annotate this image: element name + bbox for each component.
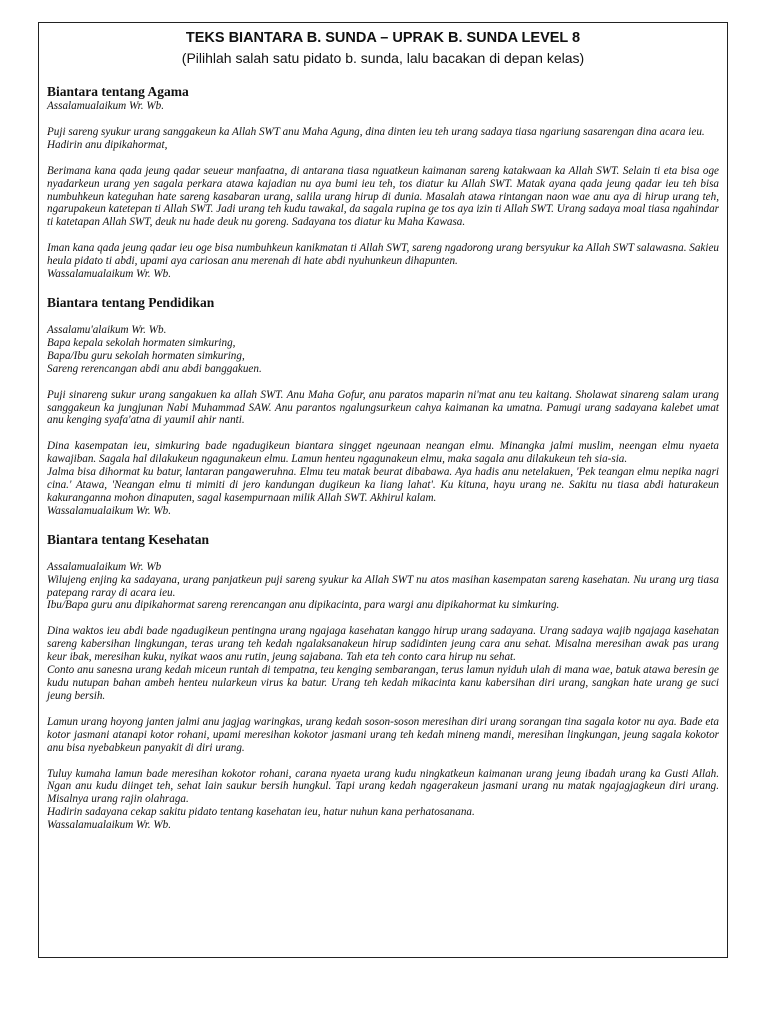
paragraph: Sareng rerencangan abdi anu abdi banggakuen. <box>47 362 262 375</box>
paragraph: Berimana kana qada jeung qadar seueur manfaatna, di antarana tiasa nguatkeun kaimanan sareng katakwaan ka Allah SWT. Selain ti eta bisa oge nyadarkeun urang yen sagala perkara atawa kajadian nu aya bumi ieu teh, tos diatur ku Allah SWT. Matak ayana qada jeung qadar ieu teh bisa numbuhkeun kateguhan hate sareng kasabaran urang, salila urang hirup di dunia. Masalah atawa rintangan naon wae anu aya di hirup urang teh, ngarupakeun katetepan ti Allah SWT. Jadi urang teh kudu tawakal, da sagala rupina ge tos aya izin ti Allah SWT. Urang sadaya moal tiasa ngahindar ti katetapan Allah SWT, deuk nu hade deuk nu goreng. Sadayana tos diatur ku Maha Kawasa. <box>47 164 719 229</box>
document-subtitle: (Pilihlah salah satu pidato b. sunda, lalu bacakan di depan kelas) <box>181 50 585 66</box>
paragraph: Hadirin sadayana cekap sakitu pidato tentang kasehatan ieu, hatur nuhun kana perhatosanana. <box>47 806 475 819</box>
paragraph: Dina kasempatan ieu, simkuring bade ngadugikeun biantara singget ngeunaan neangan elmu. Minangka jalmi muslim, neengan elmu nyaeta kawajiban. Sagala hal dilakukeun ngagunakeun elmu. Lamun henteu ngagunakeun elmu, maka sagala anu dilakukeun teh sia-sia. <box>47 440 719 466</box>
paragraph: Bapa/Ibu guru sekolah hormaten simkuring, <box>47 349 245 362</box>
section-heading-kesehatan: Biantara tentang Kesehatan <box>47 531 209 547</box>
paragraph: Conto anu sanesna urang kedah miceun runtah di tempatna, teu kenging sembarangan, terus lamun nyiduh ulah di mana wae, batuk atawa beresin ge kudu nutupan bahan ambeh henteu nularkeun virus ka batur. Urang teh kedah mikacinta kanu kabersihan diri urang, sangkan hate urang ge suci jeung bersih. <box>47 664 719 702</box>
greeting-opening: Assalamu'alaikum Wr. Wb. <box>47 323 167 336</box>
paragraph: Jalma bisa dihormat ku batur, lantaran pangaweruhna. Elmu teu matak beurat dibabawa. Aya hadis anu netelakuen, 'Pek teangan elmu nepika nagri cina.' Atawa, 'Neangan elmu ti mimiti di jero kandungan dugikeun ka liang lahat'. Ku kituna, hayu urang ne. Sakitu nu tiasa abdi haturakeun kakuranganna mohon dinaputen, sagal kasempurnaan milik Allah SWT. Akhirul kalam. <box>47 466 719 504</box>
paragraph: Iman kana qada jeung qadar ieu oge bisa numbuhkeun kanikmatan ti Allah SWT, sareng ngadorong urang bersyukur ka Allah SWT salawasna. Sakieu heula pidato ti abdi, upami aya cariosan anu merenah di hate abdi nyuhunkeun dihapunten. <box>47 242 719 268</box>
paragraph: Puji sinareng sukur urang sangakuen ka allah SWT. Anu Maha Gofur, anu paratos maparin ni'mat anu teu kaitang. Sholawat sinareng salam urang sanggakeun ka jungjunan Nabi Muhammad SAW. Anu parantos ngalungsurkeun cahya kaimanan ka umatna. Pamugi urang sadayana kalebet umat anu kenging syafa'atna di yaumil ahir nanti. <box>47 388 719 427</box>
section-pendidikan <box>47 295 719 518</box>
section-kesehatan <box>47 532 719 832</box>
paragraph: Lamun urang hoyong janten jalmi anu jagjag waringkas, urang kedah soson-soson meresihan diri urang sorangan tina sagala kotor nu aya. Bade eta kotor jasmani atanapi kotor rohani, upami meresihan kokotor jasmani urang teh kedah mineng mandi, meresihan lingkungan, jeung sagala kokotor anu bisa nyebabkeun panyakit di diri urang. <box>47 715 719 754</box>
section-heading-agama: Biantara tentang Agama <box>47 84 189 99</box>
greeting-closing: Wassalamualaikum Wr. Wb. <box>47 819 171 832</box>
document-header <box>47 29 719 68</box>
paragraph: Dina waktos ieu abdi bade ngadugikeun pentingna urang ngajaga kasehatan kanggo hirup urang sadayana. Urang sadaya wajib ngajaga kasehatan sareng kabersihan lingkungan, teras urang teh kedah ngalaksanakeun hirup sadidinten jeung cara anu sehat. Misalna meresihan awak pas urang keur ibak, meresihan kuku, nyikat waos anu rutin, jeung sajabana. Tah eta teh conto cara hirup nu sehat. <box>47 625 719 664</box>
paragraph: Tuluy kumaha lamun bade meresihan kokotor rohani, carana nyaeta urang kudu ningkatkeun kaimanan urang jeung ibadah urang ka Gusti Allah. Ngan anu kudu diinget teh, sehat lain saukur bersih hungkul. Tapi urang kedah ngagerakeun jasmani urang nu matak ngajagjagkeun diri urang. Misalnya urang rajin olahraga. <box>47 767 719 806</box>
greeting-opening: Assalamualaikum Wr. Wb. <box>47 100 164 112</box>
paragraph: Puji sareng syukur urang sanggakeun ka Allah SWT anu Maha Agung, dina dinten ieu teh urang sadaya tiasa ngariung sasarengan dina acara ieu. <box>47 125 705 138</box>
greeting-closing: Wassalamualaikum Wr. Wb. <box>47 504 171 517</box>
greeting-opening: Assalamualaikum Wr. Wb <box>47 560 162 573</box>
paragraph: Wilujeng enjing ka sadayana, urang panjatkeun puji sareng syukur ka Allah SWT nu atos masihan kasempatan sareng kasehatan. Nu urang urg tiasa patepang raray di acara ieu. <box>47 573 719 599</box>
section-heading-pendidikan: Biantara tentang Pendidikan <box>47 294 215 310</box>
section-agama <box>47 84 719 281</box>
document-frame <box>38 22 728 958</box>
greeting-closing: Wassalamualaikum Wr. Wb. <box>47 268 171 281</box>
document-title: TEKS BIANTARA B. SUNDA – UPRAK B. SUNDA LEVEL 8 <box>185 30 581 46</box>
paragraph: Hadirin anu dipikahormat, <box>47 138 168 151</box>
paragraph: Bapa kepala sekolah hormaten simkuring, <box>47 336 236 349</box>
paragraph: Ibu/Bapa guru anu dipikahormat sareng rerencangan anu dipikacinta, para wargi anu dipikahormat ku simkuring. <box>47 599 560 612</box>
